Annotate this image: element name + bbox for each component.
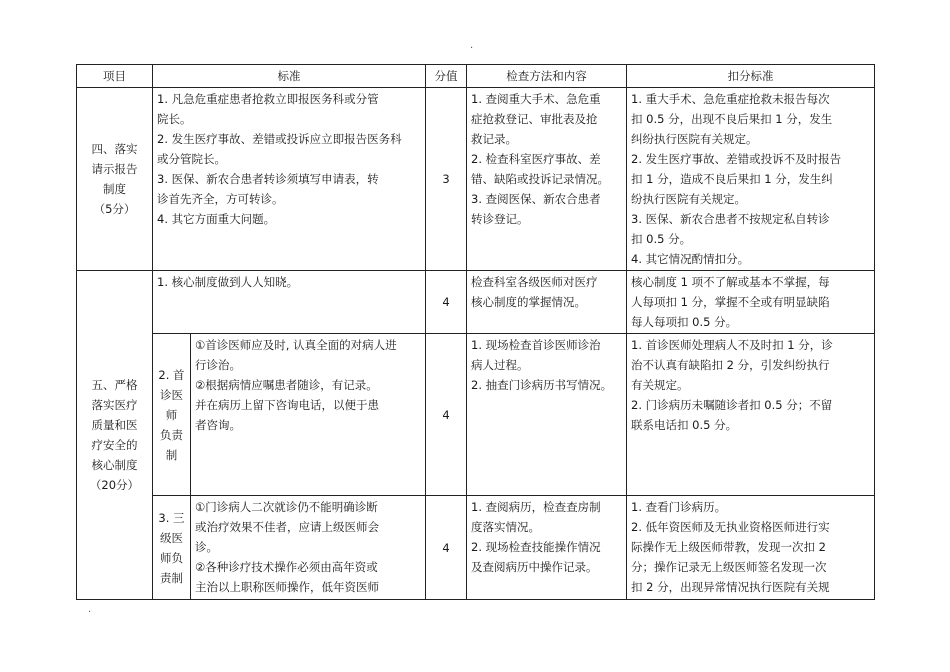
score-cell: 4 (426, 271, 467, 334)
table-row (77, 334, 875, 496)
standard-cell: ①首诊医师应及时, 认真全面的对病人进 行诊治。 ②根据病情应嘱患者随诊，有记录。 并在病历上留下咨询电话，以便于患 者咨询。 (191, 334, 426, 496)
evaluation-table (76, 64, 875, 600)
method-cell: 1. 查阅重大手术、急危重 症抢救登记、审批表及抢 救记录。 2. 检查科室医疗事故、差 错、缺陷或投诉记录情况。 3. 查阅医保、新农合患者 转诊登记。 (467, 88, 627, 271)
standard-cell: ①门诊病人二次就诊仍不能明确诊断 或治疗效果不佳者，应请上级医师会 诊。 ②各种诊疗技术操作必须由高年资或 主治以上职称医师操作，低年资医师 (191, 496, 426, 600)
header-deduction: 扣分标准 (627, 65, 875, 88)
header-item: 项目 (77, 65, 153, 88)
header-method: 检查方法和内容 (467, 65, 627, 88)
score-cell: 3 (426, 88, 467, 271)
standard-cell: 1. 核心制度做到人人知晓。 (153, 271, 426, 334)
subitem-cell: 3. 三 级医 师负 责制 (153, 496, 191, 600)
table-row (77, 88, 875, 271)
method-cell: 检查科室各级医师对医疗 核心制度的掌握情况。 (467, 271, 627, 334)
header-row (77, 65, 875, 88)
method-cell: 1. 现场检查首诊医师诊治 病人过程。 2. 抽查门诊病历书写情况。 (467, 334, 627, 496)
page-mark-top: . (470, 40, 474, 51)
header-score: 分值 (426, 65, 467, 88)
deduction-cell: 1. 查看门诊病历。 2. 低年资医师及无执业资格医师进行实 际操作无上级医师带教，发现一次扣 2 分；操作记录无上级医师签名发现一次 扣 2 分，出现异常情况执行医院有关规 (627, 496, 875, 600)
score-cell: 4 (426, 334, 467, 496)
page-mark-bottom: . (88, 604, 92, 615)
deduction-cell: 1. 重大手术、急危重症抢救未报告每次 扣 0.5 分，出现不良后果扣 1 分，发生 纠纷执行医院有关规定。 2. 发生医疗事故、差错或投诉不及时报告 扣 1 分，造成不良后果扣 1 分，发生纠 纷执行医院有关规定。 3. 医保、新农合患者不按规定私自转诊 扣 0.5 分。 4. 其它情况酌情扣分。 (627, 88, 875, 271)
item-cell: 四、落实 请示报告 制度 （5分） (77, 88, 153, 271)
standard-cell: 1. 凡急危重症患者抢救立即报医务科或分管 院长。 2. 发生医疗事故、差错或投诉应立即报告医务科 或分管院长。 3. 医保、新农合患者转诊须填写申请表，转 诊首先齐全，方可转诊。 4. 其它方面重大问题。 (153, 88, 426, 271)
subitem-cell: 2. 首 诊医 师 负责 制 (153, 334, 191, 496)
table-row (77, 496, 875, 600)
deduction-cell: 1. 首诊医师处理病人不及时扣 1 分，诊 治不认真有缺陷扣 2 分，引发纠纷执行 有关规定。 2. 门诊病历未嘱随诊者扣 0.5 分；不留 联系电话扣 0.5 分。 (627, 334, 875, 496)
table-row (77, 271, 875, 334)
deduction-cell: 核心制度 1 项不了解或基本不掌握，每 人每项扣 1 分，掌握不全或有明显缺陷 每人每项扣 0.5 分。 (627, 271, 875, 334)
score-cell: 4 (426, 496, 467, 600)
item-cell: 五、严格 落实医疗 质量和医 疗安全的 核心制度 （20分） (77, 271, 153, 600)
header-standard: 标准 (153, 65, 426, 88)
method-cell: 1. 查阅病历，检查查房制 度落实情况。 2. 现场检查技能操作情况 及查阅病历中操作记录。 (467, 496, 627, 600)
